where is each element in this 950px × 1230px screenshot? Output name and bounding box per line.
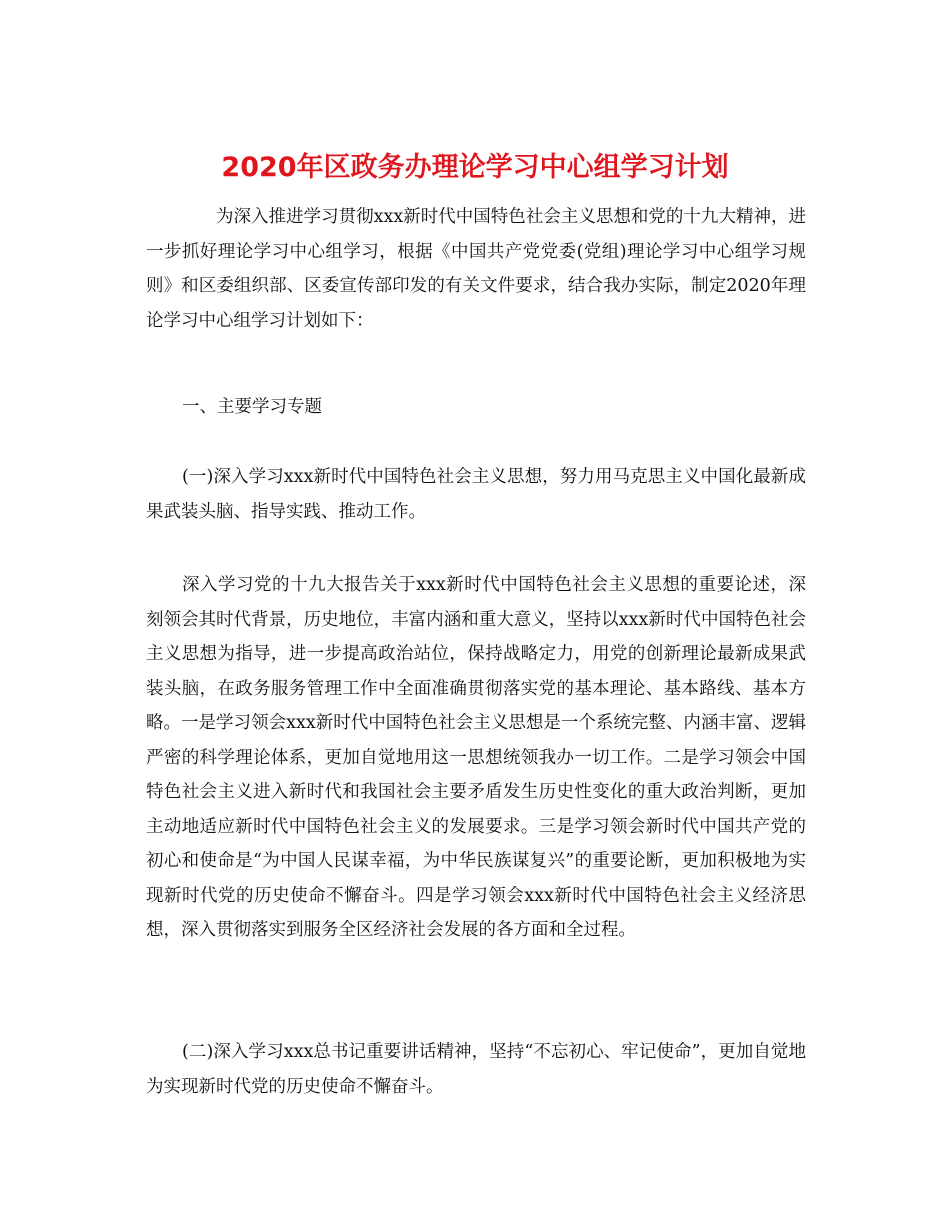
document-title: 2020年区政务办理论学习中心组学习计划	[221, 152, 729, 184]
subsection-1-paragraph: (一)深入学习xxx新时代中国特色社会主义思想，努力用马克思主义中国化最新成果武装头脑、指导实践、推动工作。	[146, 467, 806, 522]
intro-paragraph: 为深入推进学习贯彻xxx新时代中国特色社会主义思想和党的十九大精神，进一步抓好理论学习中心组学习，根据《中国共产党党委(党组)理论学习中心组学习规则》和区委组织部、区委宣传部印发的有关文件要求，结合我办实际，制定2020年理论学习中心组学习计划如下：	[146, 207, 806, 331]
subsection-2-paragraph: (二)深入学习xxx总书记重要讲话精神，坚持“不忘初心、牢记使命”，更加自觉地为实现新时代党的历史使命不懈奋斗。	[146, 1042, 806, 1097]
section-heading-main-topics: 一、主要学习专题	[182, 397, 322, 417]
body-paragraph-1: 深入学习党的十九大报告关于xxx新时代中国特色社会主义思想的重要论述，深刻领会其时代背景，历史地位，丰富内涵和重大意义，坚持以xxx新时代中国特色社会主义思想为指导，进一步提高政治站位，保持战略定力，用党的创新理论最新成果武装头脑，在政务服务管理工作中全面准确贯彻落实党的基本理论、基本路线、基本方略。一是学习领会xxx新时代中国特色社会主义思想是一个系统完整、内涵丰富、逻辑严密的科学理论体系，更加自觉地用这一思想统领我办一切工作。二是学习领会中国特色社会主义进入新时代和我国社会主要矛盾发生历史性变化的重大政治判断，更加主动地适应新时代中国特色社会主义的发展要求。三是学习领会新时代中国共产党的初心和使命是“为中国人民谋幸福，为中华民族谋复兴”的重要论断，更加积极地为实现新时代党的历史使命不懈奋斗。四是学习领会xxx新时代中国特色社会主义经济思想，深入贯彻落实到服务全区经济社会发展的各方面和全过程。	[146, 575, 806, 940]
